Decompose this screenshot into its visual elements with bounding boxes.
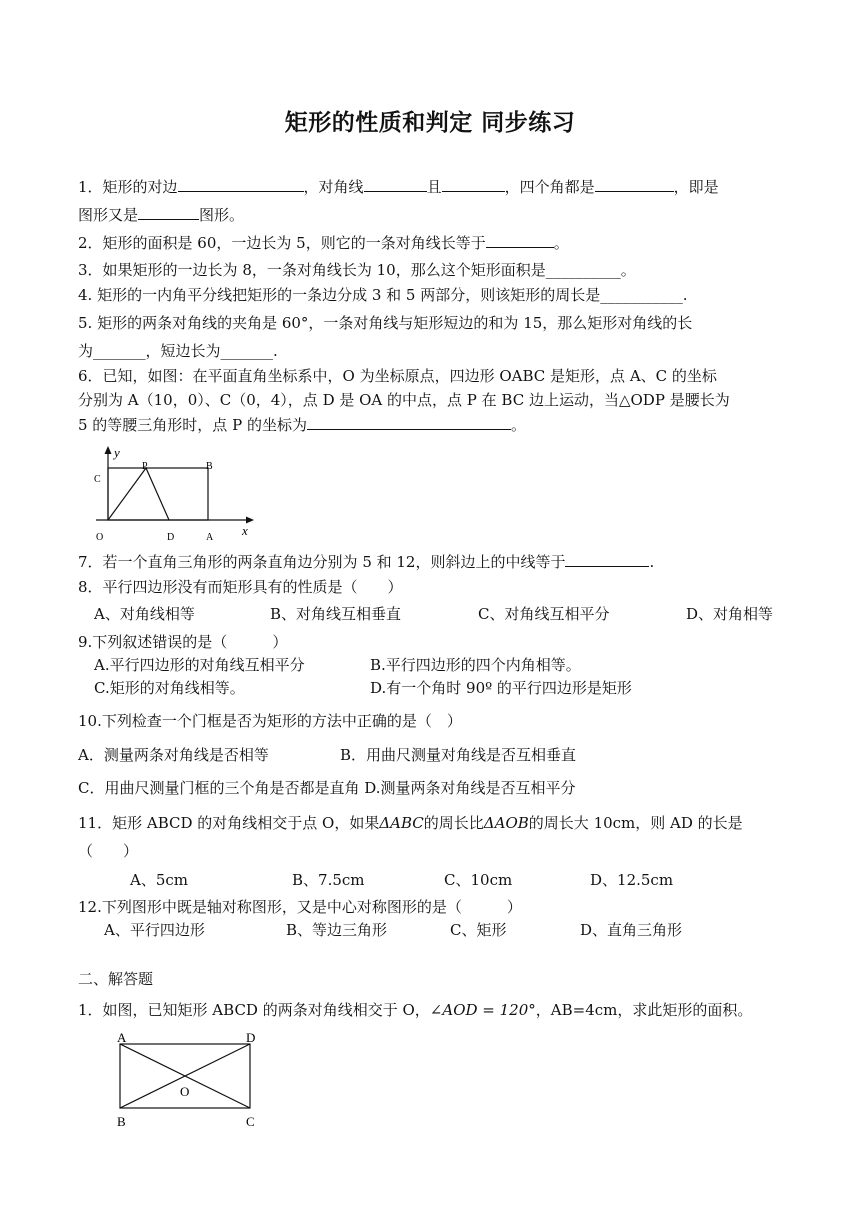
option-c[interactable]: C、矩形	[450, 921, 507, 939]
option-d[interactable]: D、对角相等	[686, 605, 774, 623]
blank[interactable]	[307, 414, 511, 430]
label-o: O	[180, 1084, 190, 1099]
option-b[interactable]: B.平行四边形的四个内角相等。	[370, 656, 581, 674]
question-8: 8．平行四边形没有而矩形具有的性质是（ ）	[78, 578, 403, 596]
option-a[interactable]: A、对角线相等	[94, 605, 195, 623]
blank[interactable]	[565, 551, 649, 567]
label-c: C	[246, 1114, 255, 1129]
label-a: A	[206, 532, 214, 543]
question-5-line-1: 5. 矩形的两条对角线的夹角是 60°，一条对角线与矩形短边的和为 15，那么矩形对角线的长	[78, 314, 693, 332]
label-o: O	[96, 532, 104, 543]
question-11-line-1: 11．矩形 ABCD 的对角线相交于点 O，如果ΔABC的周长比ΔAOB的周长大 10cm，则 AD 的长是	[78, 814, 743, 832]
option-d[interactable]: D.有一个角时 90º 的平行四边形是矩形	[370, 679, 632, 697]
label-b: B	[117, 1114, 126, 1129]
option-d[interactable]: D、直角三角形	[580, 921, 683, 939]
option-c[interactable]: C.矩形的对角线相等。	[94, 679, 245, 697]
option-a[interactable]: A、平行四边形	[104, 921, 205, 939]
option-d[interactable]: D、12.5cm	[590, 871, 674, 889]
question-6-line-2: 分别为 A（10，0）、C（0，4），点 D 是 OA 的中点，点 P 在 BC 边上运动，当△ODP 是腰长为	[78, 391, 730, 409]
question-7: 7．若一个直角三角形的两条直角边分别为 5 和 12，则斜边上的中线等于 .	[78, 553, 655, 571]
blank[interactable]	[364, 176, 427, 192]
question-10-options-row-1	[78, 745, 576, 765]
coordinate-figure	[86, 442, 266, 544]
option-b[interactable]: B、7.5cm	[292, 871, 365, 889]
blank[interactable]	[486, 232, 554, 248]
label-a: A	[117, 1030, 127, 1045]
rectangle-figure	[110, 1028, 270, 1132]
label-c: C	[94, 474, 101, 485]
section-heading: 二、解答题	[78, 970, 154, 988]
option-c[interactable]: C、10cm	[444, 871, 513, 889]
question-5-line-2: 为_______，短边长为_______.	[78, 342, 278, 360]
question-9: 9.下列叙述错误的是（ ）	[78, 633, 288, 651]
problem-1: 1．如图，已知矩形 ABCD 的两条对角线相交于 O，∠AOD = 120°，AB=4cm，求此矩形的面积。	[78, 1001, 753, 1019]
question-12-options	[104, 920, 682, 940]
question-2: 2．矩形的面积是 60，一边长为 5，则它的一条对角线长等于 。	[78, 234, 569, 252]
label-d: D	[167, 532, 175, 543]
option-b[interactable]: B．用曲尺测量对角线是否互相垂直	[340, 746, 577, 764]
label-y: y	[114, 445, 120, 460]
question-3: 3．如果矩形的一边长为 8，一条对角线长为 10，那么这个矩形面积是__________。	[78, 261, 636, 279]
question-11-paren: （ ）	[78, 842, 139, 860]
blank[interactable]	[178, 176, 304, 192]
triangle-odp	[108, 468, 169, 520]
question-9-options-row-2	[94, 678, 632, 698]
question-6-line-1: 6．已知，如图：在平面直角坐标系中，O 为坐标原点，四边形 OABC 是矩形，点 A、C 的坐标	[78, 367, 717, 385]
label-b: B	[206, 461, 213, 472]
question-4: 4. 矩形的一内角平分线把矩形的一条边分成 3 和 5 两部分，则该矩形的周长是___________.	[78, 286, 688, 304]
page-title: 矩形的性质和判定 同步练习	[284, 110, 576, 136]
question-10-options-row-2[interactable]: C．用曲尺测量门框的三个角是否都是直角 D.测量两条对角线是否互相平分	[78, 779, 576, 797]
question-10: 10.下列检查一个门框是否为矩形的方法中正确的是（ ）	[78, 712, 462, 730]
question-9-options-row-1	[94, 655, 581, 675]
blank[interactable]	[595, 176, 674, 192]
question-12: 12.下列图形中既是轴对称图形，又是中心对称图形的是（ ）	[78, 898, 522, 916]
y-arrow-icon	[105, 446, 112, 454]
option-a[interactable]: A、5cm	[130, 871, 189, 889]
label-p: P	[142, 461, 148, 472]
label-x: x	[242, 523, 248, 538]
option-c[interactable]: C、对角线互相平分	[478, 605, 610, 623]
question-11-options	[130, 870, 673, 890]
option-a[interactable]: A.平行四边形的对角线互相平分	[94, 656, 305, 674]
blank[interactable]	[138, 204, 199, 220]
label-d: D	[246, 1030, 256, 1045]
blank[interactable]	[442, 176, 505, 192]
question-6-line-3: 5 的等腰三角形时，点 P 的坐标为 。	[78, 416, 526, 434]
option-a[interactable]: A．测量两条对角线是否相等	[78, 746, 269, 764]
question-1-line-1: 1．矩形的对边 ，对角线 且 ，四个角都是 ，即是	[78, 178, 719, 196]
question-8-options	[94, 604, 773, 624]
option-b[interactable]: B、对角线互相垂直	[270, 605, 402, 623]
question-1-line-2: 图形又是 图形。	[78, 206, 245, 224]
option-b[interactable]: B、等边三角形	[286, 921, 388, 939]
